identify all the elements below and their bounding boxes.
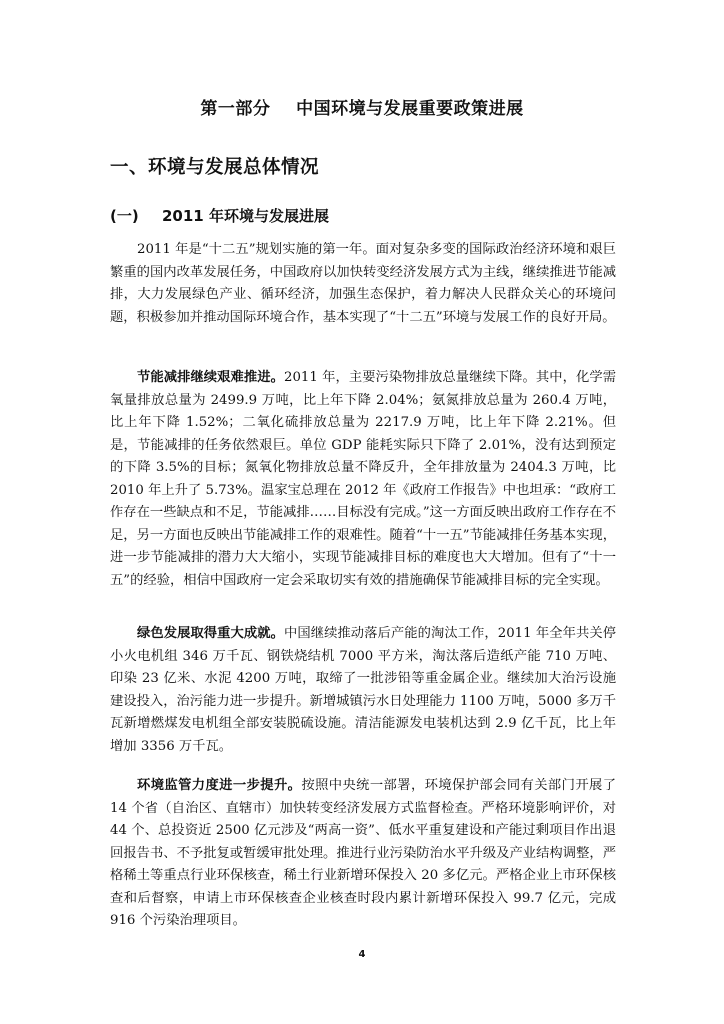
paragraph-energy-saving: [110, 367, 616, 592]
paragraph-text: 2011 年，主要污染物排放总量继续下降。其中，化学需氧量排放总量为 2499.9 万吨，比上年下降 2.04%；氨氮排放总量为 260.4 万吨，比上年下降 1.52%；二氧化硫排放总量为 2217.9 万吨，比上年下降 2.21%。但是，节能减排的任务依然艰巨。单位 GDP 能耗实际只下降了 2.01%，没有达到预定的下降 3.5%的目标；氮氧化物排放总量不降反升，全年排放量为 2404.3 万吨，比 2010 年上升了 5.73%。温家宝总理在 2012 年《政府工作报告》中也坦承：“政府工作存在一些缺点和不足，节能减排……目标没有完成。”这一方面反映出政府工作存在不足，另一方面也反映出节能减排工作的艰难性。随着“十一五”节能减排任务基本实现，进一步节能减排的潜力大大缩小，实现节能减排目标的难度也大大增加。但有了“十一五”的经验，相信中国政府一定会采取切实有效的措施确保节能减排目标的完全实现。: [110, 370, 616, 588]
part-title: 第一部分 中国环境与发展重要政策进展: [200, 99, 524, 119]
page-number: 4: [358, 949, 366, 960]
paragraph-lead: 绿色发展取得重大成就。: [137, 626, 284, 641]
section-heading: 一、环境与发展总体情况: [110, 157, 320, 178]
paragraph-text: 按照中央统一部署，环境保护部会同有关部门开展了 14 个省（自治区、直辖市）加快转变经济发展方式监督检查。严格环境影响评价，对 44 个、总投资近 2500 亿元涉及“两高一资”、低水平重复建设和产能过剩项目作出退回报告书、不予批复或暂缓审批处理。推进行业污染防治水平升级及产业结构调整，严格稀土等重点行业环保核查，稀土行业新增环保投入 20 多亿元。严格企业上市环保核查和后督察，申请上市环保核查企业核查时段内累计新增环保投入 99.7 亿元，完成 916 个污染治理项目。: [110, 778, 617, 928]
paragraph-lead: 环境监管力度进一步提升。: [137, 778, 302, 793]
paragraph-text: 中国继续推动落后产能的淘汰工作，2011 年全年共关停小火电机组 346 万千瓦、钢铁烧结机 7000 平方米，淘汰落后造纸产能 710 万吨、印染 23 亿米、水泥 4200 万吨，取缔了一批涉铅等重金属企业。继续加大治污设施建设投入，治污能力进一步提升。新增城镇污水日处理能力 1100 万吨，5000 多万千瓦新增燃煤发电机组全部安装脱硫设施。清洁能源发电装机达到 2.9 亿千瓦，比上年增加 3356 万千瓦。: [110, 626, 616, 754]
paragraph-text: 2011 年是“十二五”规划实施的第一年。面对复杂多变的国际政治经济环境和艰巨繁重的国内改革发展任务，中国政府以加快转变经济发展方式为主线，继续推进节能减排，大力发展绿色产业、循环经济，加强生态保护，着力解决人民群众关心的环境问题，积极参加并推动国际环境合作，基本实现了“十二五”环境与发展工作的良好开局。: [110, 242, 616, 325]
subsection-number: (一): [110, 207, 139, 225]
subsection-title: 2011 年环境与发展进展: [162, 207, 329, 225]
paragraph-overview: [110, 239, 616, 329]
paragraph-lead: 节能减排继续艰难推进。: [137, 370, 284, 385]
paragraph-environmental-supervision: [110, 775, 616, 933]
subsection-heading: [110, 205, 329, 226]
paragraph-green-development: [110, 623, 616, 758]
